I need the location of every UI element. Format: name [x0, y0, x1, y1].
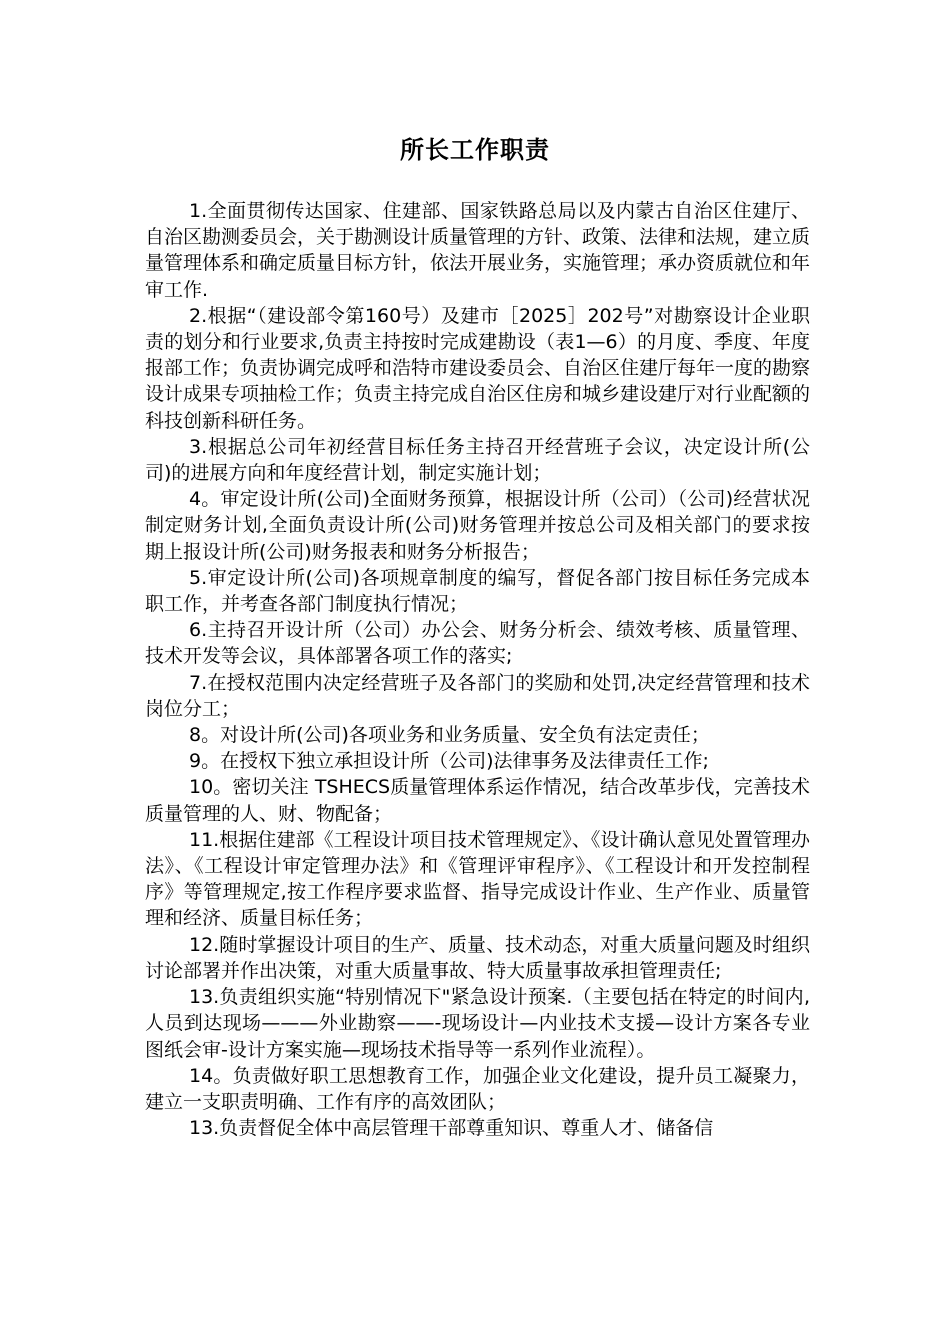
paragraph-14: 14。负责做好职工思想教育工作，加强企业文化建设，提升员工凝聚力，建立一支职责明确、工作有序的高效团队； — [145, 1064, 810, 1113]
paragraph-12: 12.随时掌握设计项目的生产、质量、技术动态，对重大质量问题及时组织讨论部署并作出决策，对重大质量事故、特大质量事故承担管理责任; — [145, 933, 810, 982]
paragraph-6: 6.主持召开设计所（公司）办公会、财务分析会、绩效考核、质量管理、技术开发等会议，具体部署各项工作的落实; — [145, 619, 810, 668]
paragraph-13: 13.负责组织实施“特别情况下"紧急设计预案.（主要包括在特定的时间内,人员到达现场———外业勘察——-现场设计—内业技术支援—设计方案各专业图纸会审-设计方案实施—现场技术指导等一系列作业流程）。 — [145, 986, 810, 1061]
paragraph-5: 5.审定设计所(公司)各项规章制度的编写，督促各部门按目标任务完成本职工作，并考查各部门制度执行情况； — [145, 566, 810, 616]
paragraph-11: 11.根据住建部《工程设计项目技术管理规定》、《设计确认意见处置管理办法》、《工程设计审定管理办法》和《管理评审程序》、《工程设计和开发控制程序》等管理规定,按工作程序要求监督、指导完成设计作业、生产作业、质量管理和经济、质量目标任务； — [145, 828, 810, 930]
paragraph-4: 4。审定设计所(公司)全面财务预算，根据设计所（公司）（公司)经营状况制定财务计划,全面负责设计所(公司)财务管理并按总公司及相关部门的要求按期上报设计所(公司)财务报表和财务分析报告； — [145, 488, 810, 563]
paragraph-9: 9。在授权下独立承担设计所（公司)法律事务及法律责任工作; — [189, 750, 709, 773]
document-title: 所长工作职责 — [400, 136, 550, 164]
paragraph-2: 2.根据“（建设部令第160号）及建市［2025］202号”对勘察设计企业职责的划分和行业要求,负责主持按时完成建勘设（表1—6）的月度、季度、年度报部工作；负责协调完成呼和浩特市建设委员会、自治区住建厅每年一度的勘察设计成果专项抽检工作；负责主持完成自治区住房和城乡建设建厅对行业配额的科技创新科研任务。 — [145, 304, 811, 432]
paragraph-8: 8。对设计所(公司)各项业务和业务质量、安全负有法定责任； — [189, 724, 710, 747]
paragraph-7: 7.在授权范围内决定经营班子及各部门的奖励和处罚,决定经营管理和技术岗位分工； — [145, 671, 810, 720]
paragraph-1: 1.全面贯彻传达国家、住建部、国家铁路总局以及内蒙古自治区住建厅、自治区勘测委员会，关于勘测设计质量管理的方针、政策、法律和法规，建立质量管理体系和确定质量目标方针，依法开展业务，实施管理；承办资质就位和年审工作. — [145, 200, 811, 301]
paragraph-10: 10。密切关注 TSHECS质量管理体系运作情况，结合改革步伐，完善技术质量管理的人、财、物配备； — [145, 776, 810, 825]
paragraph-15: 13.负责督促全体中高层管理干部尊重知识、尊重人才、储备信 — [189, 1117, 714, 1140]
paragraph-3: 3.根据总公司年初经营目标任务主持召开经营班子会议，决定设计所(公司)的进展方向和年度经营计划，制定实施计划； — [145, 435, 810, 485]
document-body — [145, 198, 810, 1141]
